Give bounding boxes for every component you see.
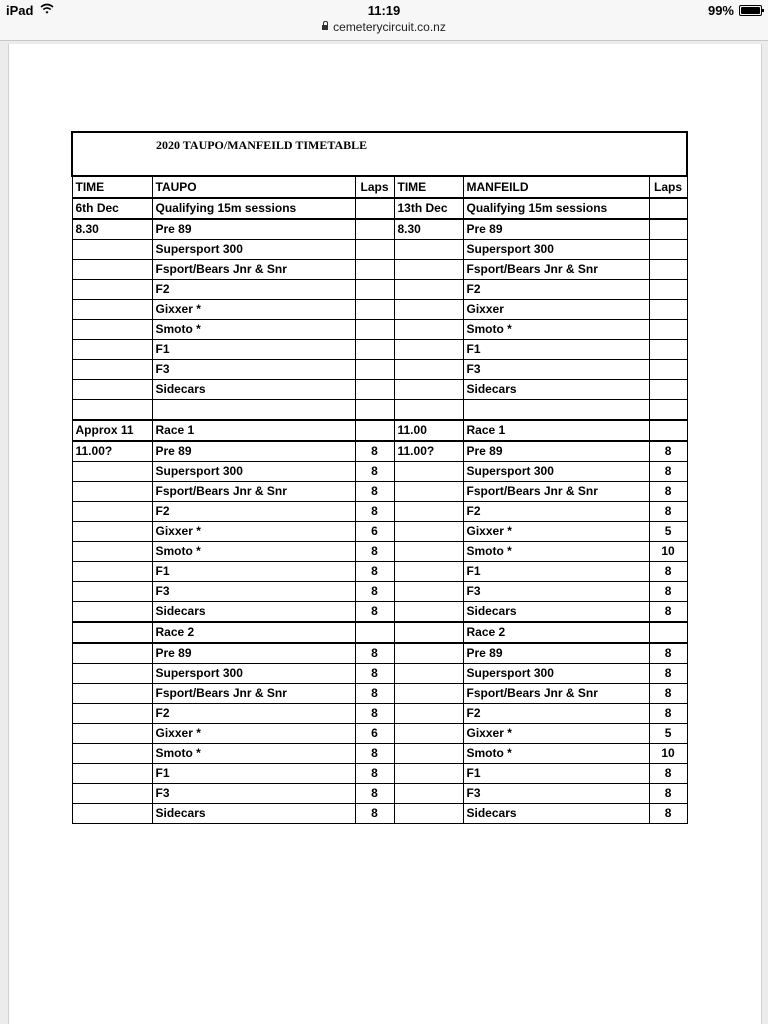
taupo-laps-cell <box>355 320 394 340</box>
manfeild-laps-cell: 8 <box>649 684 687 704</box>
manfeild-laps-cell <box>649 219 687 240</box>
time-cell <box>394 482 463 502</box>
manfeild-laps-cell: 8 <box>649 482 687 502</box>
taupo-laps-cell <box>355 622 394 643</box>
manfeild-laps-cell <box>649 260 687 280</box>
device-name: iPad <box>6 3 34 18</box>
manfeild-laps-cell: 8 <box>649 643 687 664</box>
manfeild-laps-cell <box>649 280 687 300</box>
time-cell <box>72 582 152 602</box>
time-cell <box>394 804 463 824</box>
time-cell <box>394 622 463 643</box>
taupo-class-cell: Supersport 300 <box>152 240 355 260</box>
time-cell <box>394 643 463 664</box>
taupo-class-cell: F1 <box>152 764 355 784</box>
manfeild-class-cell: Sidecars <box>463 380 649 400</box>
taupo-class-cell: Sidecars <box>152 804 355 824</box>
header-laps: Laps <box>355 176 394 198</box>
taupo-laps-cell: 8 <box>355 764 394 784</box>
time-cell <box>72 280 152 300</box>
manfeild-class-cell <box>463 400 649 421</box>
time-cell <box>394 522 463 542</box>
manfeild-class-cell: Gixxer <box>463 300 649 320</box>
taupo-laps-cell <box>355 400 394 421</box>
taupo-laps-cell: 8 <box>355 664 394 684</box>
table-row <box>72 219 687 240</box>
taupo-class-cell: Supersport 300 <box>152 664 355 684</box>
time-cell: 8.30 <box>72 219 152 240</box>
time-cell <box>72 602 152 623</box>
taupo-laps-cell: 8 <box>355 784 394 804</box>
manfeild-laps-cell: 8 <box>649 502 687 522</box>
manfeild-class-cell: Race 1 <box>463 420 649 441</box>
table-row <box>72 562 687 582</box>
taupo-class-cell: Gixxer * <box>152 522 355 542</box>
table-row <box>72 380 687 400</box>
header-taupo: TAUPO <box>152 176 355 198</box>
manfeild-class-cell: Race 2 <box>463 622 649 643</box>
taupo-laps-cell: 8 <box>355 684 394 704</box>
table-row <box>72 420 687 441</box>
taupo-class-cell: F1 <box>152 340 355 360</box>
time-cell <box>394 744 463 764</box>
table-row <box>72 684 687 704</box>
manfeild-laps-cell <box>649 380 687 400</box>
manfeild-class-cell: F3 <box>463 582 649 602</box>
taupo-laps-cell <box>355 260 394 280</box>
manfeild-laps-cell <box>649 340 687 360</box>
manfeild-class-cell: F1 <box>463 562 649 582</box>
table-row <box>72 482 687 502</box>
taupo-class-cell: Fsport/Bears Jnr & Snr <box>152 260 355 280</box>
taupo-laps-cell: 6 <box>355 522 394 542</box>
table-row <box>72 664 687 684</box>
time-cell <box>394 542 463 562</box>
taupo-class-cell <box>152 400 355 421</box>
timetable <box>71 131 688 824</box>
table-row <box>72 360 687 380</box>
taupo-class-cell: Gixxer * <box>152 724 355 744</box>
manfeild-class-cell: Supersport 300 <box>463 240 649 260</box>
taupo-class-cell: Smoto * <box>152 542 355 562</box>
time-cell <box>72 380 152 400</box>
taupo-class-cell: Fsport/Bears Jnr & Snr <box>152 684 355 704</box>
manfeild-laps-cell <box>649 320 687 340</box>
time-cell <box>72 562 152 582</box>
manfeild-class-cell: Supersport 300 <box>463 664 649 684</box>
table-row <box>72 441 687 462</box>
title-row <box>72 132 687 176</box>
time-cell <box>394 764 463 784</box>
manfeild-laps-cell: 10 <box>649 744 687 764</box>
manfeild-laps-cell <box>649 240 687 260</box>
header-manfeild: MANFEILD <box>463 176 649 198</box>
time-cell <box>72 643 152 664</box>
time-cell <box>394 300 463 320</box>
taupo-laps-cell <box>355 300 394 320</box>
manfeild-laps-cell: 8 <box>649 764 687 784</box>
time-cell <box>72 704 152 724</box>
taupo-laps-cell: 8 <box>355 602 394 623</box>
time-cell <box>72 502 152 522</box>
manfeild-class-cell: Gixxer * <box>463 522 649 542</box>
manfeild-laps-cell: 8 <box>649 784 687 804</box>
table-row <box>72 784 687 804</box>
url-text: cemeterycircuit.co.nz <box>333 20 446 34</box>
time-cell <box>72 664 152 684</box>
battery-icon <box>739 5 762 16</box>
address-bar[interactable] <box>0 20 768 34</box>
taupo-laps-cell: 8 <box>355 542 394 562</box>
table-row <box>72 643 687 664</box>
time-cell: 11.00 <box>394 420 463 441</box>
manfeild-laps-cell <box>649 622 687 643</box>
manfeild-class-cell: Fsport/Bears Jnr & Snr <box>463 260 649 280</box>
manfeild-laps-cell: 10 <box>649 542 687 562</box>
manfeild-laps-cell <box>649 300 687 320</box>
taupo-class-cell: F3 <box>152 582 355 602</box>
table-row <box>72 602 687 623</box>
web-page <box>8 44 762 1024</box>
table-row <box>72 522 687 542</box>
time-cell <box>394 724 463 744</box>
taupo-laps-cell: 8 <box>355 744 394 764</box>
table-row <box>72 300 687 320</box>
time-cell <box>394 684 463 704</box>
time-cell <box>72 622 152 643</box>
manfeild-class-cell: Sidecars <box>463 602 649 623</box>
taupo-class-cell: F2 <box>152 280 355 300</box>
header-time: TIME <box>394 176 463 198</box>
time-cell <box>72 804 152 824</box>
manfeild-class-cell: F1 <box>463 764 649 784</box>
time-cell <box>394 784 463 804</box>
manfeild-class-cell: F3 <box>463 784 649 804</box>
table-row <box>72 260 687 280</box>
taupo-class-cell: Supersport 300 <box>152 462 355 482</box>
time-cell: 8.30 <box>394 219 463 240</box>
time-cell <box>72 400 152 421</box>
time-cell <box>72 360 152 380</box>
time-cell <box>394 582 463 602</box>
manfeild-class-cell: Smoto * <box>463 542 649 562</box>
manfeild-laps-cell: 8 <box>649 562 687 582</box>
taupo-laps-cell: 8 <box>355 462 394 482</box>
taupo-laps-cell <box>355 219 394 240</box>
table-row <box>72 724 687 744</box>
taupo-class-cell: F3 <box>152 784 355 804</box>
time-cell: 11.00? <box>72 441 152 462</box>
manfeild-class-cell: F1 <box>463 340 649 360</box>
manfeild-class-cell: Supersport 300 <box>463 462 649 482</box>
manfeild-class-cell: F2 <box>463 280 649 300</box>
time-cell <box>394 562 463 582</box>
taupo-laps-cell <box>355 380 394 400</box>
manfeild-laps-cell <box>649 198 687 219</box>
taupo-class-cell: Race 2 <box>152 622 355 643</box>
manfeild-class-cell: Pre 89 <box>463 441 649 462</box>
time-cell <box>72 260 152 280</box>
table-row <box>72 320 687 340</box>
table-row <box>72 764 687 784</box>
taupo-laps-cell: 8 <box>355 441 394 462</box>
table-row <box>72 804 687 824</box>
manfeild-class-cell: F2 <box>463 704 649 724</box>
table-row <box>72 280 687 300</box>
time-cell: Approx 11 <box>72 420 152 441</box>
manfeild-laps-cell: 8 <box>649 441 687 462</box>
manfeild-laps-cell <box>649 360 687 380</box>
table-row <box>72 622 687 643</box>
time-cell: 6th Dec <box>72 198 152 219</box>
time-cell <box>72 340 152 360</box>
taupo-class-cell: F2 <box>152 704 355 724</box>
table-row <box>72 582 687 602</box>
header-row <box>72 176 687 198</box>
manfeild-laps-cell: 8 <box>649 804 687 824</box>
taupo-class-cell: Pre 89 <box>152 643 355 664</box>
time-cell <box>394 320 463 340</box>
time-cell <box>394 704 463 724</box>
taupo-laps-cell: 8 <box>355 704 394 724</box>
taupo-laps-cell <box>355 420 394 441</box>
manfeild-class-cell: Qualifying 15m sessions <box>463 198 649 219</box>
timetable-title: 2020 TAUPO/MANFEILD TIMETABLE <box>72 132 687 176</box>
status-bar <box>0 0 768 41</box>
time-cell <box>72 542 152 562</box>
manfeild-laps-cell <box>649 400 687 421</box>
time-cell <box>72 744 152 764</box>
taupo-class-cell: Fsport/Bears Jnr & Snr <box>152 482 355 502</box>
manfeild-class-cell: Pre 89 <box>463 219 649 240</box>
time-cell <box>394 400 463 421</box>
manfeild-class-cell: Fsport/Bears Jnr & Snr <box>463 482 649 502</box>
table-row <box>72 542 687 562</box>
battery-percentage: 99% <box>707 3 734 18</box>
table-row <box>72 198 687 219</box>
table-row <box>72 340 687 360</box>
time-cell <box>72 764 152 784</box>
time-cell <box>394 602 463 623</box>
taupo-laps-cell <box>355 360 394 380</box>
taupo-laps-cell <box>355 280 394 300</box>
manfeild-laps-cell: 8 <box>649 704 687 724</box>
table-row <box>72 462 687 482</box>
taupo-laps-cell <box>355 340 394 360</box>
time-cell: 13th Dec <box>394 198 463 219</box>
time-cell <box>394 462 463 482</box>
time-cell <box>394 340 463 360</box>
header-time: TIME <box>72 176 152 198</box>
time-cell <box>72 724 152 744</box>
time-cell <box>394 260 463 280</box>
taupo-class-cell: Smoto * <box>152 744 355 764</box>
taupo-class-cell: Smoto * <box>152 320 355 340</box>
manfeild-class-cell: F3 <box>463 360 649 380</box>
taupo-laps-cell: 8 <box>355 804 394 824</box>
manfeild-class-cell: Pre 89 <box>463 643 649 664</box>
time-cell <box>72 320 152 340</box>
taupo-laps-cell: 6 <box>355 724 394 744</box>
time-cell <box>72 784 152 804</box>
manfeild-class-cell: Gixxer * <box>463 724 649 744</box>
taupo-class-cell: Qualifying 15m sessions <box>152 198 355 219</box>
taupo-laps-cell: 8 <box>355 643 394 664</box>
manfeild-laps-cell: 8 <box>649 582 687 602</box>
taupo-class-cell: Sidecars <box>152 602 355 623</box>
taupo-class-cell: Pre 89 <box>152 441 355 462</box>
table-row <box>72 704 687 724</box>
time-cell: 11.00? <box>394 441 463 462</box>
time-cell <box>394 360 463 380</box>
taupo-laps-cell: 8 <box>355 502 394 522</box>
taupo-class-cell: Race 1 <box>152 420 355 441</box>
time-cell <box>72 462 152 482</box>
header-laps: Laps <box>649 176 687 198</box>
time-cell <box>72 684 152 704</box>
manfeild-class-cell: Fsport/Bears Jnr & Snr <box>463 684 649 704</box>
manfeild-class-cell: Smoto * <box>463 744 649 764</box>
taupo-class-cell: F2 <box>152 502 355 522</box>
lock-icon <box>322 25 328 30</box>
manfeild-class-cell: F2 <box>463 502 649 522</box>
manfeild-laps-cell: 8 <box>649 602 687 623</box>
taupo-class-cell: F1 <box>152 562 355 582</box>
taupo-class-cell: F3 <box>152 360 355 380</box>
time-cell <box>72 240 152 260</box>
table-row <box>72 240 687 260</box>
time-cell <box>72 300 152 320</box>
table-row <box>72 400 687 421</box>
table-row <box>72 744 687 764</box>
manfeild-laps-cell: 8 <box>649 462 687 482</box>
time-cell <box>72 482 152 502</box>
manfeild-laps-cell: 5 <box>649 724 687 744</box>
time-cell <box>394 240 463 260</box>
table-row <box>72 502 687 522</box>
taupo-laps-cell <box>355 240 394 260</box>
time-cell <box>72 522 152 542</box>
clock: 11:19 <box>367 3 401 18</box>
manfeild-class-cell: Sidecars <box>463 804 649 824</box>
manfeild-laps-cell <box>649 420 687 441</box>
taupo-laps-cell: 8 <box>355 482 394 502</box>
taupo-laps-cell <box>355 198 394 219</box>
time-cell <box>394 280 463 300</box>
time-cell <box>394 380 463 400</box>
manfeild-class-cell: Smoto * <box>463 320 649 340</box>
taupo-class-cell: Pre 89 <box>152 219 355 240</box>
time-cell <box>394 502 463 522</box>
taupo-class-cell: Sidecars <box>152 380 355 400</box>
taupo-laps-cell: 8 <box>355 562 394 582</box>
taupo-class-cell: Gixxer * <box>152 300 355 320</box>
manfeild-laps-cell: 5 <box>649 522 687 542</box>
time-cell <box>394 664 463 684</box>
manfeild-laps-cell: 8 <box>649 664 687 684</box>
taupo-laps-cell: 8 <box>355 582 394 602</box>
